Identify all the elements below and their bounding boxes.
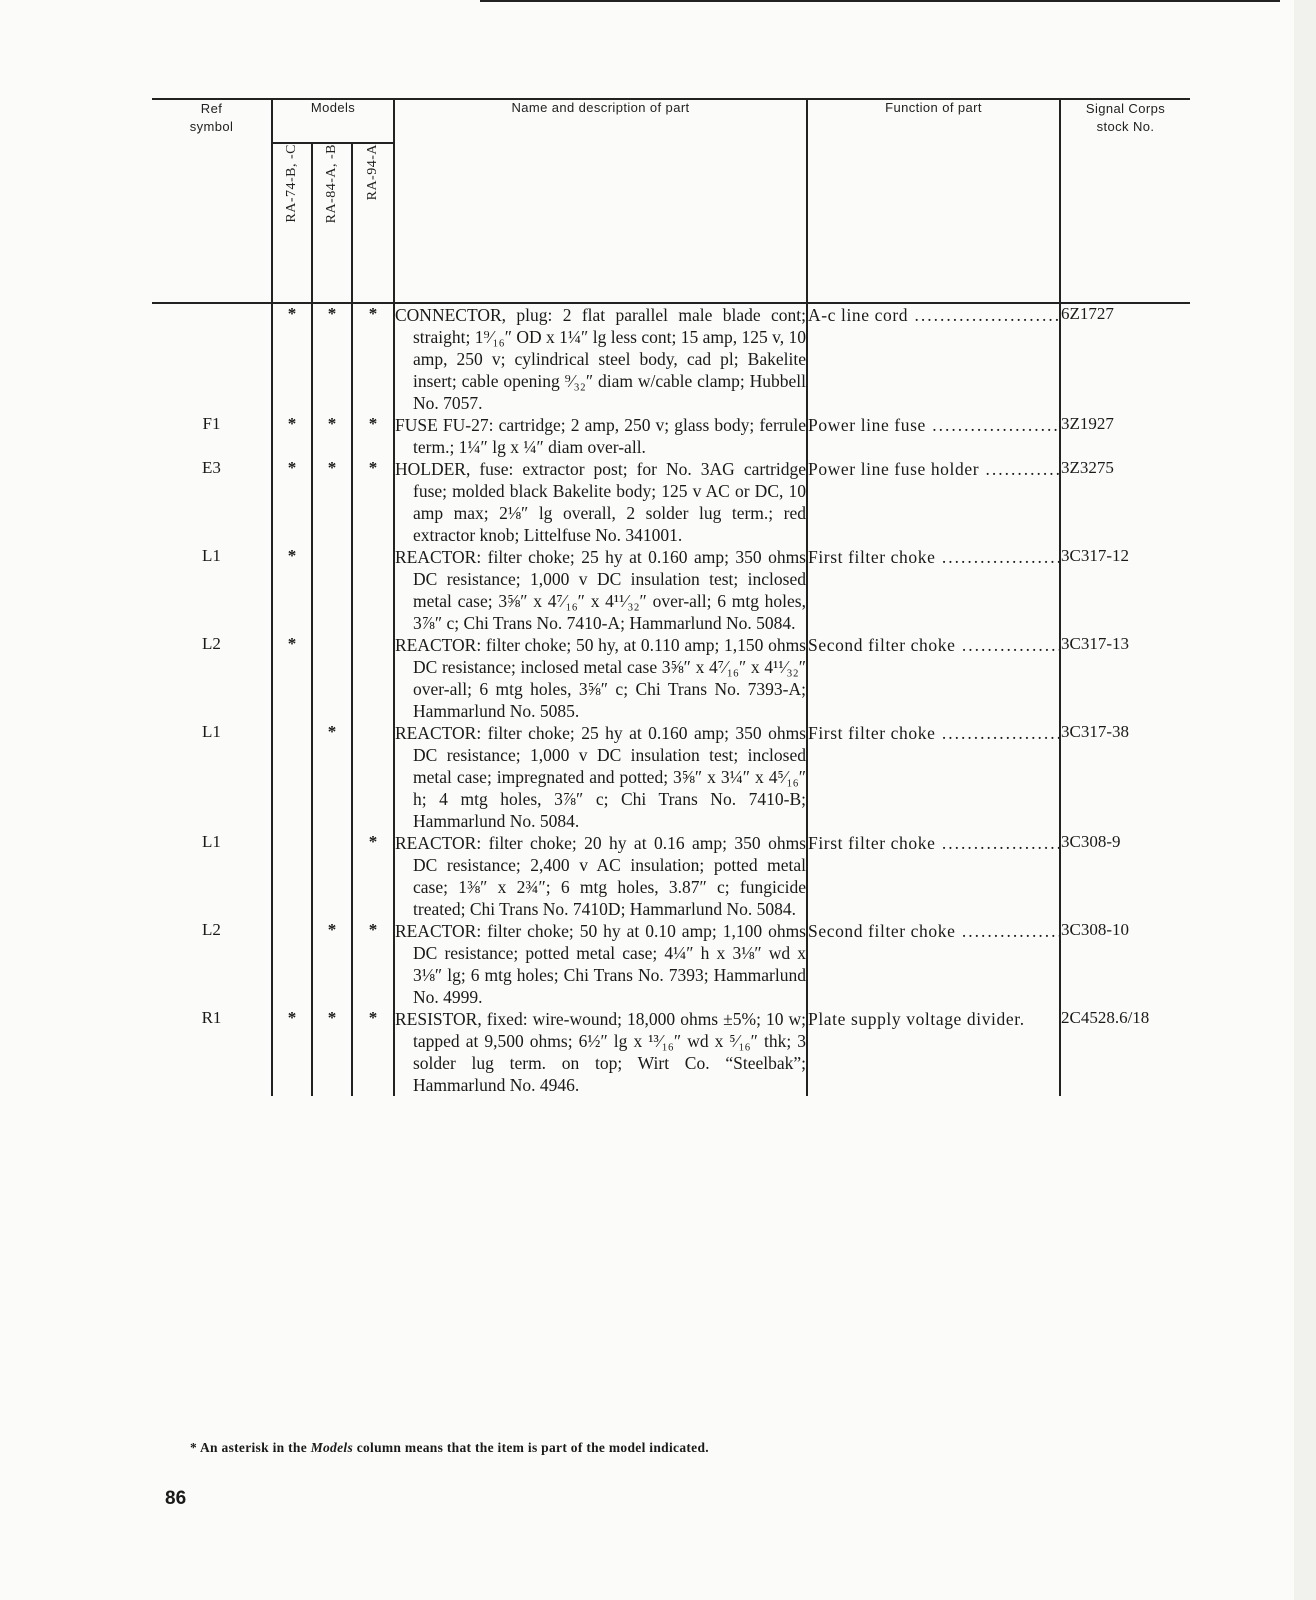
part-function: A-c line cord ..... [807,303,1060,414]
ref-symbol: F1 [202,414,221,433]
part-description: HOLDER, fuse: extractor post; for No. 3AG cartridge fuse; molded black Bakelite body; 125 v AC or DC, 10 amp max; 2⅛″ lg overall, 2 solder lug term.; red extractor knob; Littelfuse No. 341001. [395,459,806,545]
model-mark: * [352,458,394,546]
model-mark: * [352,1008,394,1096]
table-row [152,920,1190,1008]
table-row [152,722,1190,832]
stock-number: 2C4528.6/18 [1061,1008,1150,1027]
top-rule [480,0,1280,2]
model-mark: * [352,920,394,1008]
model-mark: * [272,303,312,414]
model-mark: * [312,1008,352,1096]
model-mark: * [312,303,352,414]
model-mark: * [272,546,312,634]
part-description: RESISTOR, fixed: wire-wound; 18,000 ohms ±5%; 10 w; tapped at 9,500 ohms; 6½″ lg x ¹³⁄₁₆″ wd x ⁵⁄₁₆″ thk; 3 solder lug term. on top; Wirt Co. “Steelbak”; Hammarlund No. 4946. [395,1009,806,1095]
page-number: 86 [165,1488,187,1509]
model-mark: * [352,303,394,414]
stock-number: 6Z1727 [1061,304,1114,323]
stock-number: 3C308-9 [1061,832,1121,851]
ref-symbol: L1 [202,546,221,565]
model-mark [272,920,312,1008]
stock-number: 3C308-10 [1061,920,1129,939]
table-row [152,1008,1190,1096]
ref-symbol [152,303,272,414]
parts-table [152,98,1190,1096]
header-stock-number: Signal Corps stock No. [1060,99,1190,303]
header-model-col: RA-94-A [352,143,394,303]
part-description: REACTOR: filter choke; 20 hy at 0.16 amp; 350 ohms DC resistance; 2,400 v AC insulation; potted metal case; 1⅜″ x 2¾″; 6 mtg holes, 3.87″ c; fungicide treated; Chi Trans No. 7410D; Hammarlund No. 5084. [395,833,806,919]
model-mark [312,634,352,722]
header-ref-symbol: Ref symbol [152,99,272,303]
header-function: Function of part [807,99,1060,303]
part-description: CONNECTOR, plug: 2 flat parallel male blade cont; straight; 1⁹⁄₁₆″ OD x 1¼″ lg less cont; 15 amp, 125 v, 10 amp, 250 v; cylindrical steel body, cad pl; Bakelite insert; cable opening ⁹⁄₃₂″ diam w/cable clamp; Hubbell No. 7057. [395,305,806,413]
model-mark [352,634,394,722]
model-mark: * [312,722,352,832]
ref-symbol: E3 [202,458,221,477]
table-row [152,634,1190,722]
part-description: REACTOR: filter choke; 25 hy at 0.160 amp; 350 ohms DC resistance; 1,000 v DC insulation test; inclosed metal case; impregnated and potted; 3⅝″ x 3¼″ x 4⁵⁄₁₆″ h; 4 mtg holes, 3⅞″ c; Chi Trans No. 7410-B; Hammarlund No. 5084. [395,723,806,831]
part-description: REACTOR: filter choke; 25 hy at 0.160 amp; 350 ohms DC resistance; 1,000 v DC insulation test; inclosed metal case; 3⅝″ x 4⁷⁄₁₆″ x 4¹¹⁄₃₂″ over-all; 6 mtg holes, 3⅞″ c; Chi Trans No. 7410-A; Hammarlund No. 5084. [395,547,806,633]
part-description: REACTOR: filter choke; 50 hy at 0.10 amp; 1,100 ohms DC resistance; potted metal case; 4¼″ h x 3⅛″ wd x 3⅛″ lg; 6 mtg holes; Chi Trans No. 7393; Hammarlund No. 4999. [395,921,806,1007]
model-mark: * [272,414,312,458]
part-function: Second filter choke ..... [807,920,1060,1008]
part-function: Second filter choke ..... [807,634,1060,722]
model-mark: * [312,458,352,546]
table-row [152,458,1190,546]
model-mark: * [312,920,352,1008]
table-row [152,414,1190,458]
header-models: Models [272,99,394,143]
ref-symbol: L2 [202,634,221,653]
part-function: First filter choke ..... [807,832,1060,920]
part-function: Power line fuse holder ..... [807,458,1060,546]
part-function: Power line fuse ..... [807,414,1060,458]
part-function: First filter choke ..... [807,722,1060,832]
stock-number: 3C317-38 [1061,722,1129,741]
footnote: * An asterisk in the Models column means that the item is part of the model indicated. [190,1440,709,1455]
model-mark [312,832,352,920]
model-mark [312,546,352,634]
model-mark [352,546,394,634]
header-model-col: RA-74-B, -C [272,143,312,303]
model-mark [272,722,312,832]
table-row [152,832,1190,920]
model-mark: * [272,634,312,722]
ref-symbol: L1 [202,832,221,851]
part-function: Plate supply voltage divider. [807,1008,1060,1096]
part-description: REACTOR: filter choke; 50 hy, at 0.110 amp; 1,150 ohms DC resistance; inclosed metal case 3⅝″ x 4⁷⁄₁₆″ x 4¹¹⁄₃₂″ over-all; 6 mtg holes, 3⅝″ c; Chi Trans No. 7393-A; Hammarlund No. 5085. [395,635,806,721]
model-mark: * [312,414,352,458]
part-description: FUSE FU-27: cartridge; 2 amp, 250 v; glass body; ferrule term.; 1¼″ lg x ¼″ diam over-all. [395,415,806,457]
part-function: First filter choke ..... [807,546,1060,634]
stock-number: 3C317-13 [1061,634,1129,653]
stock-number: 3Z3275 [1061,458,1114,477]
header-model-col: RA-84-A, -B [312,143,352,303]
table-row [152,303,1190,414]
model-mark: * [352,832,394,920]
ref-symbol: R1 [201,1008,222,1027]
page-edge-shadow [1294,0,1316,1600]
ref-symbol: L1 [202,722,221,741]
model-mark: * [272,458,312,546]
header-name-description: Name and description of part [394,99,807,303]
model-mark [272,832,312,920]
stock-number: 3C317-12 [1061,546,1129,565]
model-mark: * [352,414,394,458]
stock-number: 3Z1927 [1061,414,1114,433]
ref-symbol: L2 [202,920,221,939]
table-row [152,546,1190,634]
model-mark: * [272,1008,312,1096]
model-mark [352,722,394,832]
